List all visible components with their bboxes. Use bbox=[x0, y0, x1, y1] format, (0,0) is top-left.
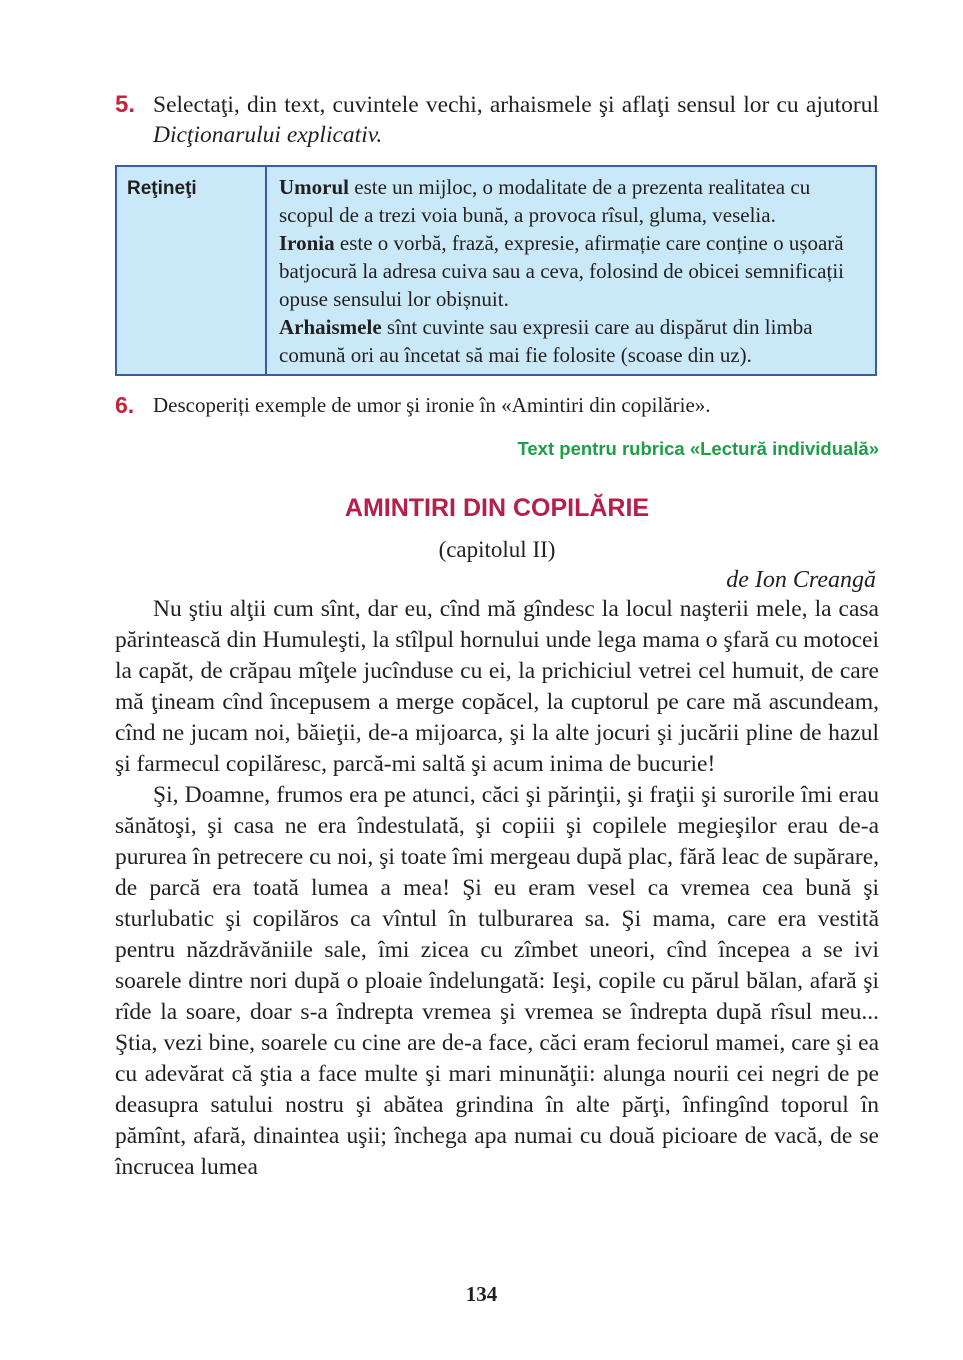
definition-ironie bbox=[279, 229, 865, 313]
retine-label: Reţineţi bbox=[117, 167, 267, 374]
task-text-italic: Dicţionarului explicativ. bbox=[153, 122, 383, 148]
definition-term: Umorul bbox=[279, 175, 349, 199]
task-5 bbox=[115, 90, 879, 150]
definition-arhaisme bbox=[279, 313, 865, 369]
retine-definitions bbox=[267, 167, 875, 374]
story-paragraph: Nu ştiu alţii cum sînt, dar eu, cînd mă gîndesc la locul naşterii mele, la casa părintească din Humuleşti, la stîlpul hornului unde lega mama o şfară cu motocei la capăt, de crăpau mîţele jucînduse cu ei, la prichiciul vetrei cel humuit, de care mă ţineam cînd începusem a merge copăcel, la cuptorul pe care mă ascundeam, cînd ne jucam noi, băieţii, de-a mijoarca, şi la alte jocuri şi jucării pline de hazul şi farmecul copilăresc, parcă-mi saltă şi acum inima de bucurie! bbox=[115, 596, 879, 777]
definition-term: Ironia bbox=[279, 231, 335, 255]
story-paragraph: Şi, Doamne, frumos era pe atunci, căci şi părinţii, şi fraţii şi surorile îmi erau sănătoşi, şi casa ne era îndestulată, şi copiii şi copilele megieşilor erau de-a pururea în petrecere cu noi, şi toate îmi mergeau după plac, fără leac de supărare, de parcă era toată lumea a mea! Şi eu eram vesel ca vremea cea bună şi sturlubatic şi copilăros ca vîntul în tulburarea sa. Şi mama, care era vestită pentru năzdrăvăniile sale, îmi zicea cu zîmbet uneori, cînd începea a se ivi soarele dintre nori după o ploaie îndelungată: Ieşi, copile cu părul bălan, afară şi rîde la soare, doar s-a îndrepta vremea şi vremea se îndrepta după rîsul meu... Ştia, vezi bine, soarele cu cine are de-a face, căci eram feciorul mamei, care şi ea cu adevărat că ştia a face multe şi mari minunăţii: alunga nourii cei negri de pe deasupra satului nostru şi abătea grindina în alte părţi, înfingînd toporul în pămînt, afară, dinaintea uşii; închega apa numai cu două picioare de vacă, de se încrucea lumea bbox=[115, 782, 879, 1180]
definition-text: este un mijloc, o modalitate de a prezenta realitatea cu scopul de a trezi voia bună, a provoca rîsul, gluma, veselia. bbox=[279, 175, 811, 227]
retine-box bbox=[115, 165, 877, 376]
story-author: de Ion Creangă bbox=[726, 567, 876, 593]
task-text: Descoperiți exemple de umor şi ironie în «Amintiri din copilărie». bbox=[153, 393, 711, 417]
rubric-heading: Text pentru rubrica «Lectură individuală» bbox=[517, 438, 879, 459]
task-6 bbox=[115, 390, 879, 420]
definition-umor bbox=[279, 173, 865, 229]
definition-term: Arhaismele bbox=[279, 315, 382, 339]
page-number: 134 bbox=[465, 1282, 498, 1306]
story-title: AMINTIRI DIN COPILĂRIE bbox=[344, 494, 650, 522]
page-content bbox=[115, 90, 879, 1183]
definition-text: sînt cuvinte sau expresii care au dispărut din limba comună ori au încetat să mai fie folosite (scoase din uz). bbox=[279, 315, 813, 367]
task-number: 5. bbox=[115, 91, 136, 118]
task-text-main: Selectaţi, din text, cuvintele vechi, arhaismele şi aflaţi sensul lor cu ajutorul bbox=[153, 92, 879, 118]
task-text bbox=[153, 90, 879, 150]
definition-text: este o vorbă, frază, expresie, afirmație care conține o ușoară batjocură la adresa cuiva sau a ceva, folosind de obicei semnificații opuse sensului lor obișnuit. bbox=[279, 231, 845, 311]
story-chapter: (capitolul II) bbox=[438, 537, 556, 562]
task-number: 6. bbox=[115, 392, 135, 418]
